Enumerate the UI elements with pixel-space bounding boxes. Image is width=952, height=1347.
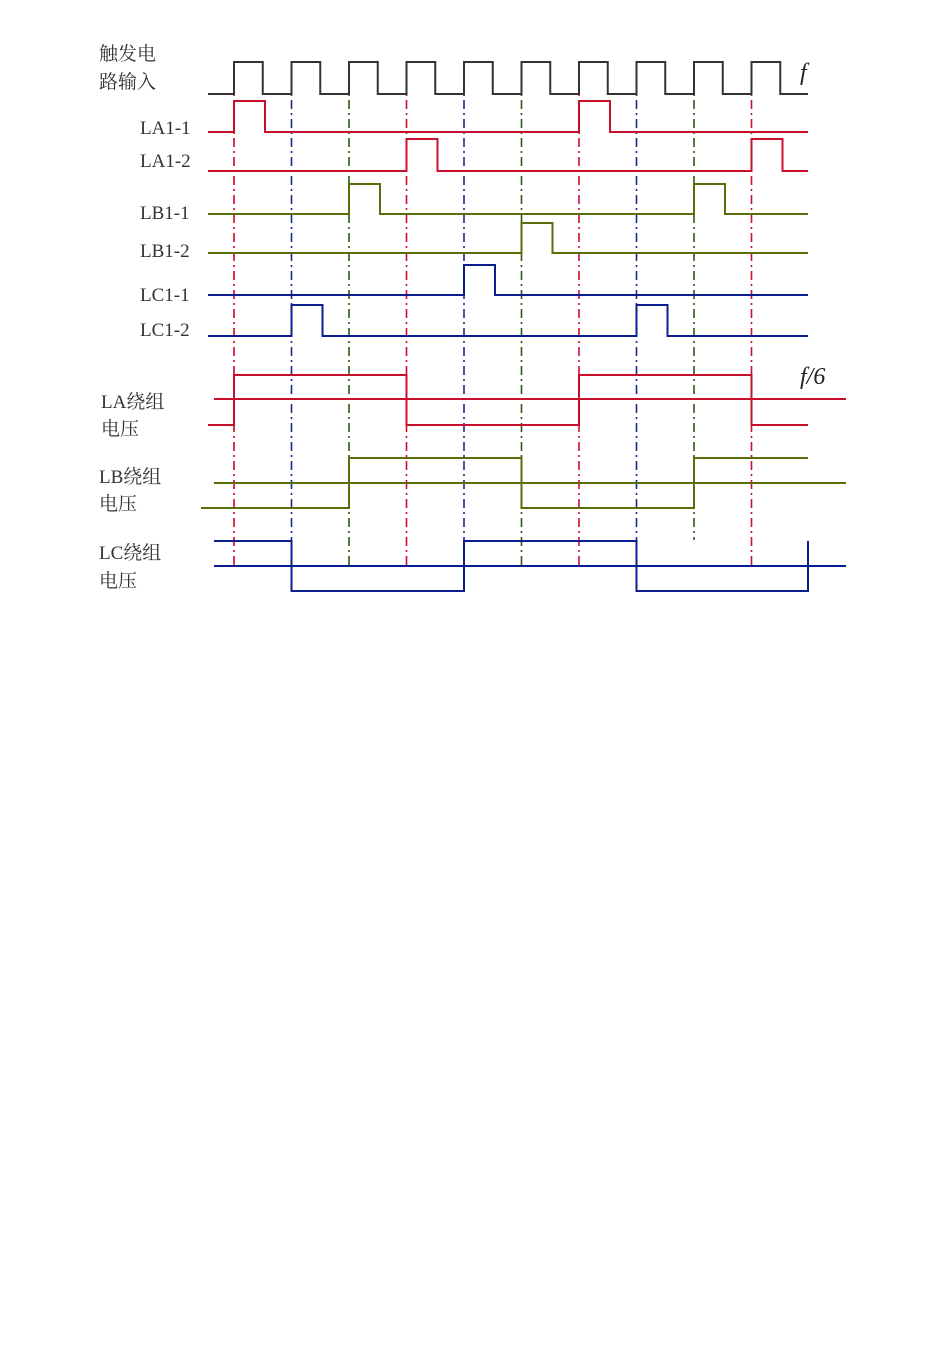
winding-label-lc-line1: LC绕组 <box>99 543 162 564</box>
input-frequency-symbol: f <box>800 60 807 86</box>
trigger-label-line2: 路输入 <box>99 72 157 93</box>
sync-guide-lines <box>234 62 752 566</box>
pulse-label-lb1-1: LB1-1 <box>140 203 190 224</box>
winding-label-la-line2: 电压 <box>101 419 140 440</box>
pulse-label-la1-1: LA1-1 <box>140 118 191 139</box>
pulse-label-lc1-2: LC1-2 <box>140 320 190 341</box>
trigger-input-waveform <box>208 62 808 94</box>
winding-label-lc-line2: 电压 <box>99 571 138 592</box>
output-frequency-symbol: f/6 <box>800 364 826 390</box>
winding-label-la-line1: LA绕组 <box>101 392 165 413</box>
pulse-waveform-la1-1 <box>208 101 808 132</box>
pulse-label-lc1-1: LC1-1 <box>140 285 190 306</box>
pulse-waveform-lb1-2 <box>208 223 808 253</box>
pulse-label-la1-2: LA1-2 <box>140 151 191 172</box>
pulse-label-lb1-2: LB1-2 <box>140 241 190 262</box>
winding-label-lb-line1: LB绕组 <box>99 467 162 488</box>
winding-label-lb-line2: 电压 <box>99 494 138 515</box>
pulse-waveform-lb1-1 <box>208 184 808 214</box>
pulse-waveform-lc1-1 <box>208 265 808 295</box>
pulse-waveform-lc1-2 <box>208 305 808 336</box>
pulse-waveform-la1-2 <box>208 139 808 171</box>
trigger-label-line1: 触发电 <box>99 44 157 65</box>
